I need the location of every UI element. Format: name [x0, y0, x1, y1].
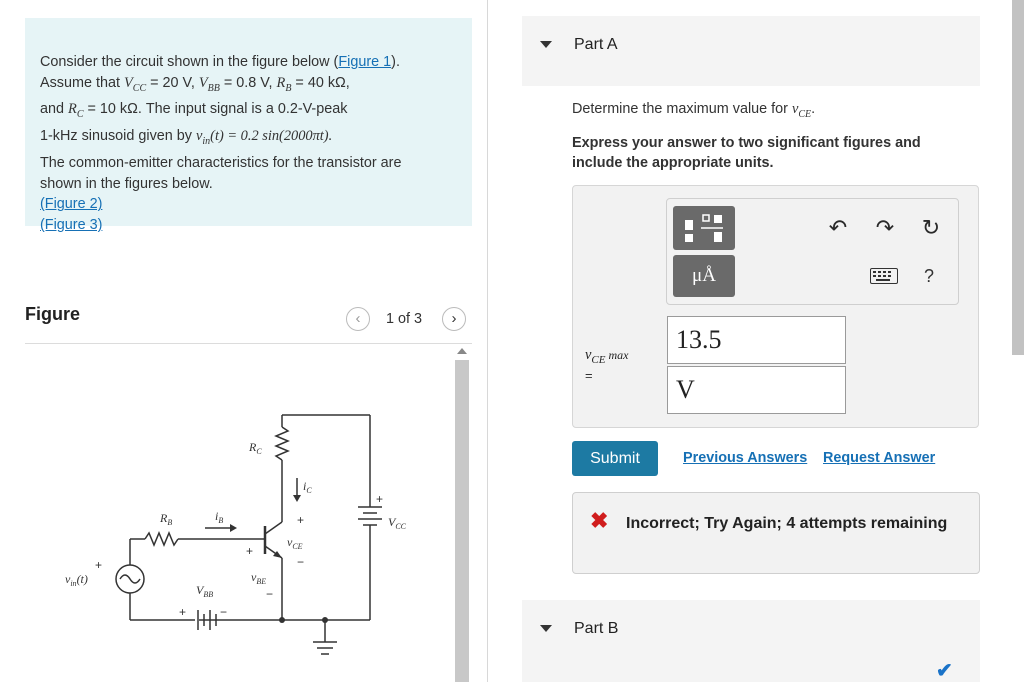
label-ib: $i_B$ — [215, 509, 224, 525]
label-vbb: $V_{BB}$ — [196, 583, 214, 599]
minus-sign: − — [297, 555, 305, 569]
reset-icon[interactable]: ↻ — [921, 215, 941, 240]
answer-variable-label: $v_{CE}$ max — [585, 347, 629, 366]
templates-button[interactable] — [673, 206, 735, 250]
instruction-text: Express your answer to two significant figures and include the appropriate units. — [572, 135, 921, 171]
node-dot — [279, 617, 285, 623]
figure-title: Figure — [25, 304, 81, 324]
page-scrollbar[interactable] — [1012, 0, 1024, 355]
figure-pager: 1 of 3 — [386, 311, 423, 327]
scroll-up-arrow[interactable] — [457, 348, 467, 354]
figure-scrollbar[interactable] — [455, 360, 469, 682]
collapse-arrow-icon[interactable] — [540, 625, 552, 632]
prev-figure-button[interactable]: ‹ — [346, 307, 370, 331]
label-vcc: $V_{CC}$ — [388, 515, 407, 531]
figure-1-link[interactable]: Figure 1 — [338, 54, 392, 70]
column-divider — [487, 0, 488, 682]
keyboard-keys — [871, 269, 896, 282]
plus-sign: + — [246, 544, 254, 558]
part-b-label: Part B — [574, 620, 619, 637]
rb-resistor — [145, 533, 178, 545]
units-input[interactable]: V — [667, 366, 846, 414]
figure-divider — [25, 343, 472, 344]
label-vbe: $v_{BE}$ — [251, 570, 267, 586]
value-input[interactable]: 13.5 — [667, 316, 846, 364]
question-text: Determine the maximum value for $v_{CE}$. — [572, 101, 816, 120]
problem-statement — [25, 18, 472, 234]
previous-answers-link[interactable]: Previous Answers — [683, 450, 808, 466]
label-vce: $v_{CE}$ — [287, 535, 303, 551]
next-figure-button[interactable]: › — [442, 307, 466, 331]
label-rc: $R_C$ — [249, 440, 262, 456]
plus-sign: + — [297, 513, 305, 527]
incorrect-icon: ✖ — [590, 508, 609, 533]
figure-2-link[interactable]: (Figure 2) — [40, 196, 103, 213]
part-b-header[interactable] — [522, 600, 980, 682]
label-ic: $i_C$ — [303, 479, 312, 495]
undo-icon[interactable]: ↶ — [828, 215, 848, 240]
completed-check-icon: ✔ — [936, 660, 953, 682]
keyboard-icon[interactable] — [870, 268, 898, 284]
ic-arrow-head — [293, 495, 301, 502]
label-vin: $v_{in}(t)$ — [65, 572, 88, 588]
minus-sign: − — [266, 587, 274, 601]
ib-arrow-head — [230, 524, 237, 532]
collapse-arrow-icon[interactable] — [540, 41, 552, 48]
plus-sign: + — [376, 492, 384, 506]
redo-icon[interactable]: ↷ — [875, 215, 895, 240]
submit-button[interactable]: Submit — [572, 441, 658, 476]
request-answer-link[interactable]: Request Answer — [823, 450, 936, 466]
minus-sign: − — [220, 605, 228, 619]
label-rb: $R_B$ — [160, 511, 173, 527]
feedback-text: Incorrect; Try Again; 4 attempts remaining — [626, 515, 948, 532]
plus-sign: + — [95, 558, 103, 572]
equals-sign: = — [585, 368, 593, 383]
figure-3-link[interactable]: (Figure 3) — [40, 217, 103, 234]
plus-sign: + — [179, 605, 187, 619]
sine-symbol — [120, 575, 140, 583]
rc-resistor — [276, 427, 288, 460]
templates-icon — [673, 206, 735, 250]
circuit-diagram — [25, 350, 455, 682]
help-icon[interactable]: ? — [924, 266, 935, 286]
units-button[interactable]: μÅ — [673, 255, 735, 297]
node-dot — [322, 617, 328, 623]
part-a-label: Part A — [574, 36, 618, 53]
problem-text: Consider the circuit shown in the figure below (Figure 1). Assume that $V_{CC} = 20$ V, $V_{BB} = 0.8$ V, $R_B = 40$ kΩ, and $R_C = 10$ kΩ. The input signal is a 0.2-V-peak 1-kHz sinusoid given by $v_{in}(t) = 0.2$ sin(2000πt). The common-emitter characteristics for the transistor are shown in the figures below. (Figure 2) (Figure 3) — [40, 54, 402, 234]
part-a-header[interactable] — [522, 16, 980, 86]
